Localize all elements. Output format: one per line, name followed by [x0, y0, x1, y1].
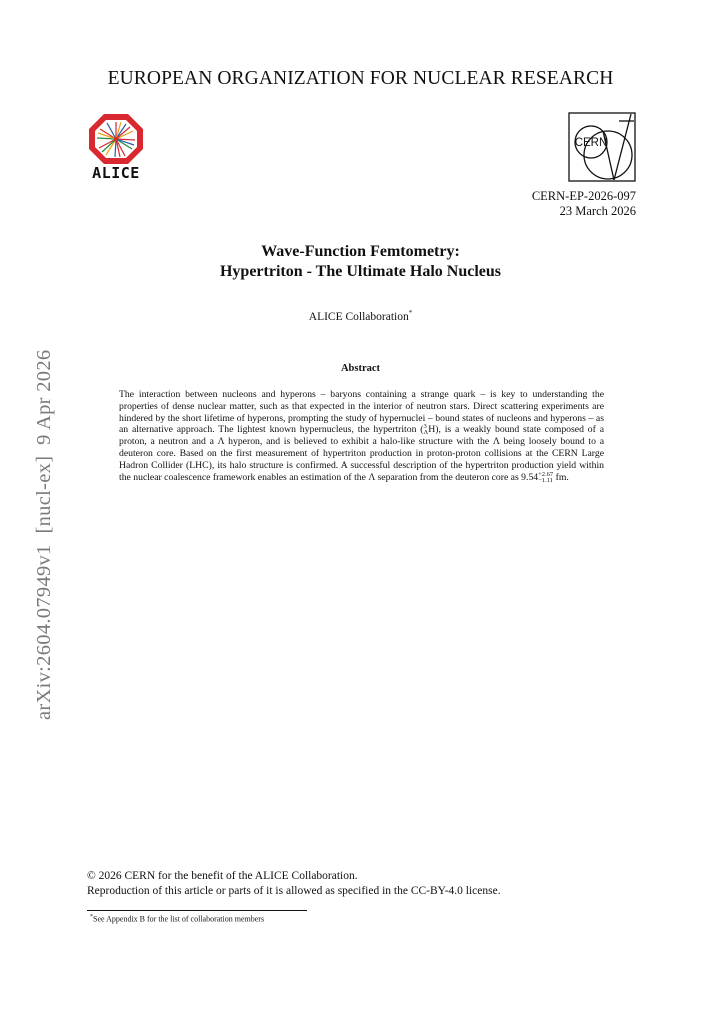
separation-value: 9.54	[521, 472, 539, 484]
report-date: 23 March 2026	[559, 204, 636, 218]
abstract-text-part1: The interaction between nucleons and hyperons – baryons containing a strange quark – is key to understanding the properties of dense nuclear matter, such as that expected in the interior of neutron stars. Direct scattering experiments are hindered by the short lifetime of hyperons, prompting the study of hypernuclei – bound states of nucleons and hyperons – as an alternative approach. The lightest known hypernucleus, the hypertriton (	[119, 389, 604, 436]
title-line-1: Wave-Function Femtometry:	[261, 243, 460, 260]
footnote-text: See Appendix B for the list of collaboration members	[93, 914, 265, 924]
authors	[0, 309, 721, 323]
alice-logo	[86, 111, 146, 185]
report-info	[532, 189, 636, 219]
hypertriton-mass-number: 3	[423, 423, 427, 431]
separation-uncertainty	[538, 472, 553, 484]
title-line-2: Hypertriton - The Ultimate Halo Nucleus	[219, 263, 501, 280]
organization-header: EUROPEAN ORGANIZATION FOR NUCLEAR RESEARCH	[107, 68, 614, 89]
cern-emblem-icon	[567, 111, 637, 183]
abstract-heading: Abstract	[340, 363, 381, 374]
footnote-divider	[87, 910, 307, 911]
separation-unit: fm.	[553, 472, 569, 484]
footnote-mark: *	[90, 914, 93, 920]
arxiv-stamp: arXiv:2604.07949v1 [nucl-ex] 9 Apr 2026	[33, 349, 55, 720]
hypertriton-lambda: Λ	[423, 429, 429, 437]
abstract-text-part2: ), is a weakly bound state composed of a proton, a neutron and a Λ hyperon, and is believed to exhibit a halo-like structure with the Λ being loosely bound to a deuteron core. Based on the first measurement of hypertriton production in proton-proton collisions at the CERN Large Hadron Collider (LHC), its halo structure is confirmed. A successful description of the hypertriton production yield within the nuclear coalescence framework enables an estimation of the Λ separation from the deuteron core as	[119, 424, 604, 484]
paper-title	[0, 242, 721, 282]
author-name: ALICE Collaboration	[308, 310, 409, 323]
report-number: CERN-EP-2026-097	[531, 189, 636, 203]
separation-err-up: +2.67	[538, 470, 554, 478]
author-footnote-mark: *	[408, 309, 413, 317]
alice-emblem-icon	[86, 111, 146, 165]
footnote	[90, 914, 264, 924]
copyright-line-1: © 2026 CERN for the benefit of the ALICE Collaboration.	[87, 870, 358, 882]
copyright-notice	[87, 869, 501, 899]
cern-logo	[567, 111, 637, 183]
copyright-line-2: Reproduction of this article or parts of it is allowed as specified in the CC-BY-4.0 license.	[87, 885, 501, 897]
alice-logo-text: ALICE	[92, 164, 140, 182]
abstract-body	[119, 389, 604, 484]
separation-err-down: −1.11	[538, 476, 553, 484]
cern-logo-text: CERN	[574, 137, 608, 149]
hypertriton-symbol: H	[428, 424, 436, 436]
